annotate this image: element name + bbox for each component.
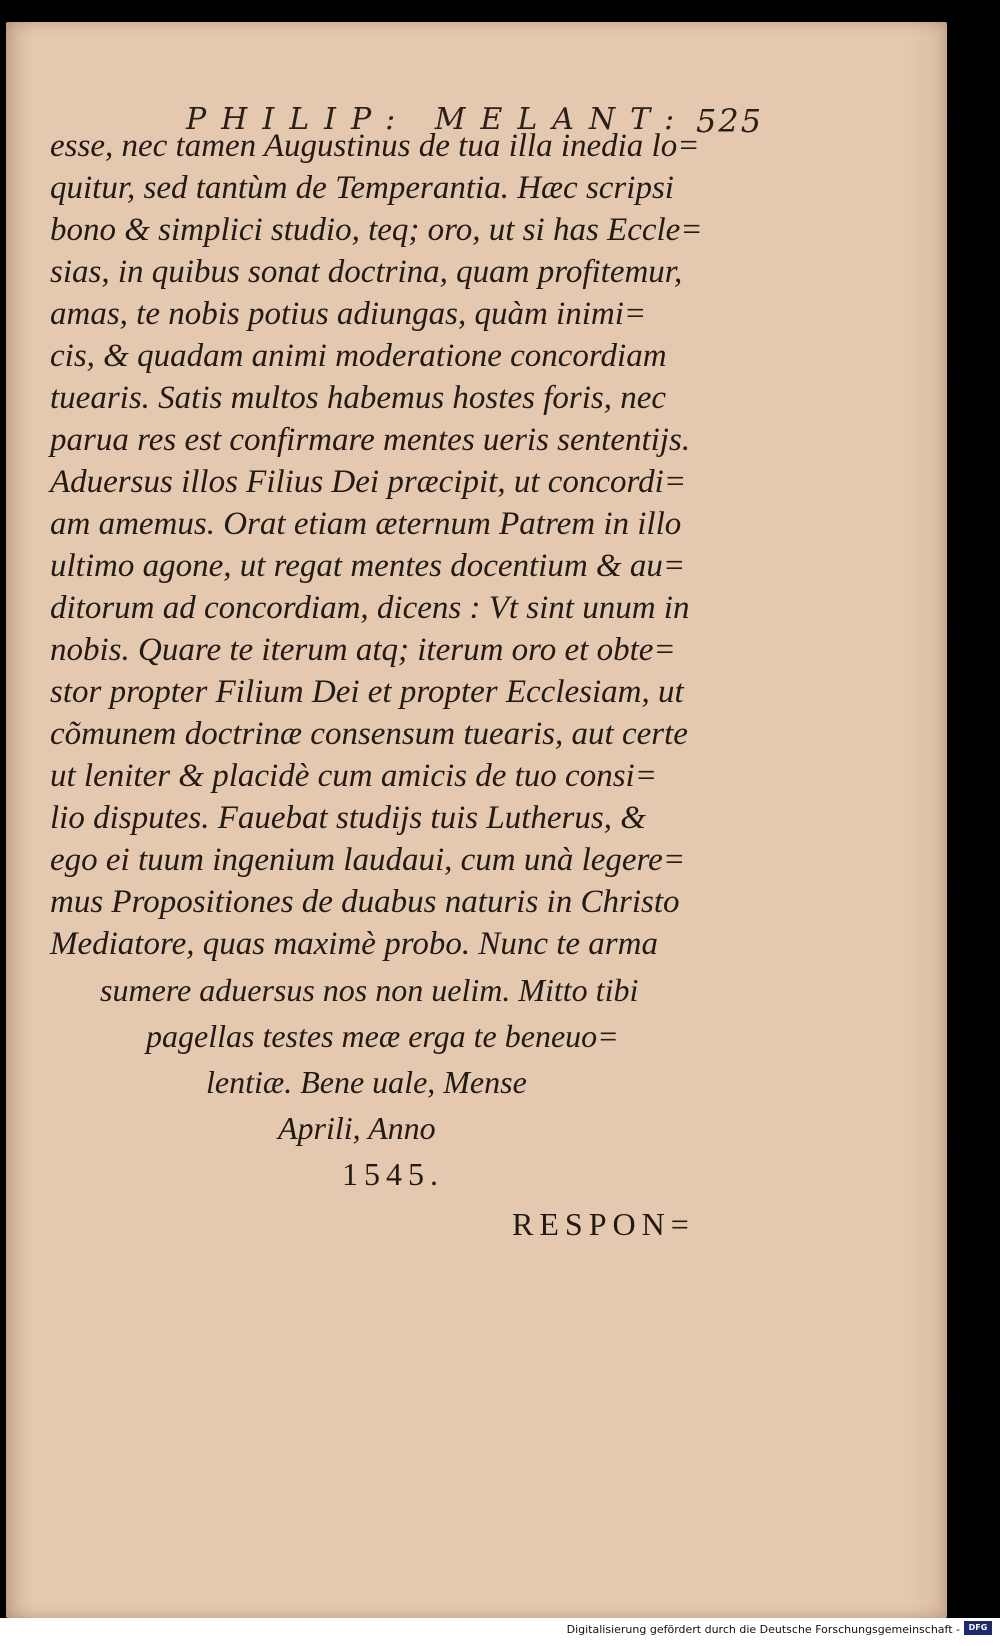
year-line: 1545. [342, 1156, 444, 1192]
footer-credit: Digitalisierung gefördert durch die Deutsche Forschungsgemeinschaft - [566, 1623, 960, 1636]
text-line: amas, te nobis potius adiungas, quàm inimi= [50, 296, 647, 332]
book-page [6, 22, 947, 1618]
text-line: parua res est confirmare mentes ueris sententijs. [50, 422, 691, 458]
catchword: RESPON= [512, 1206, 695, 1242]
text-line: sumere aduersus nos non uelim. Mitto tibi [100, 972, 639, 1008]
page-number: 525 [696, 102, 764, 140]
text-line: Aduersus illos Filius Dei præcipit, ut concordi= [50, 464, 687, 500]
text-line: ditorum ad concordiam, dicens : Vt sint unum in [50, 590, 690, 626]
text-line: ultimo agone, ut regat mentes docentium & au= [50, 548, 686, 584]
text-line: pagellas testes meæ erga te beneuo= [146, 1018, 619, 1054]
text-line: cõmunem doctrinæ consensum tuearis, aut certe [50, 716, 688, 752]
text-line: ego ei tuum ingenium laudaui, cum unà legere= [50, 842, 686, 878]
text-line: ut leniter & placidè cum amicis de tuo consi= [50, 758, 657, 794]
dfg-logo: DFG [964, 1621, 992, 1635]
text-line: lentiæ. Bene uale, Mense [206, 1064, 527, 1100]
footer-bar [0, 1618, 1000, 1646]
text-line: Mediatore, quas maximè probo. Nunc te arma [50, 926, 658, 962]
running-header: PHILIP: MELANT: [186, 102, 690, 137]
text-line: cis, & quadam animi moderatione concordiam [50, 338, 667, 374]
text-line: Aprili, Anno [278, 1110, 436, 1146]
text-line: bono & simplici studio, teq; oro, ut si has Eccle= [50, 212, 703, 248]
text-line: sias, in quibus sonat doctrina, quam profitemur, [50, 254, 683, 290]
text-line: quitur, sed tantùm de Temperantia. Hæc scripsi [50, 170, 674, 206]
text-line: tuearis. Satis multos habemus hostes foris, nec [50, 380, 666, 416]
text-line: mus Propositiones de duabus naturis in Christo [50, 884, 680, 920]
text-line: esse, nec tamen Augustinus de tua illa inedia lo= [50, 128, 700, 164]
text-line: am amemus. Orat etiam æternum Patrem in illo [50, 506, 682, 542]
text-line: stor propter Filium Dei et propter Ecclesiam, ut [50, 674, 684, 710]
text-line: lio disputes. Fauebat studijs tuis Lutherus, & [50, 800, 646, 836]
text-line: nobis. Quare te iterum atq; iterum oro et obte= [50, 632, 676, 668]
